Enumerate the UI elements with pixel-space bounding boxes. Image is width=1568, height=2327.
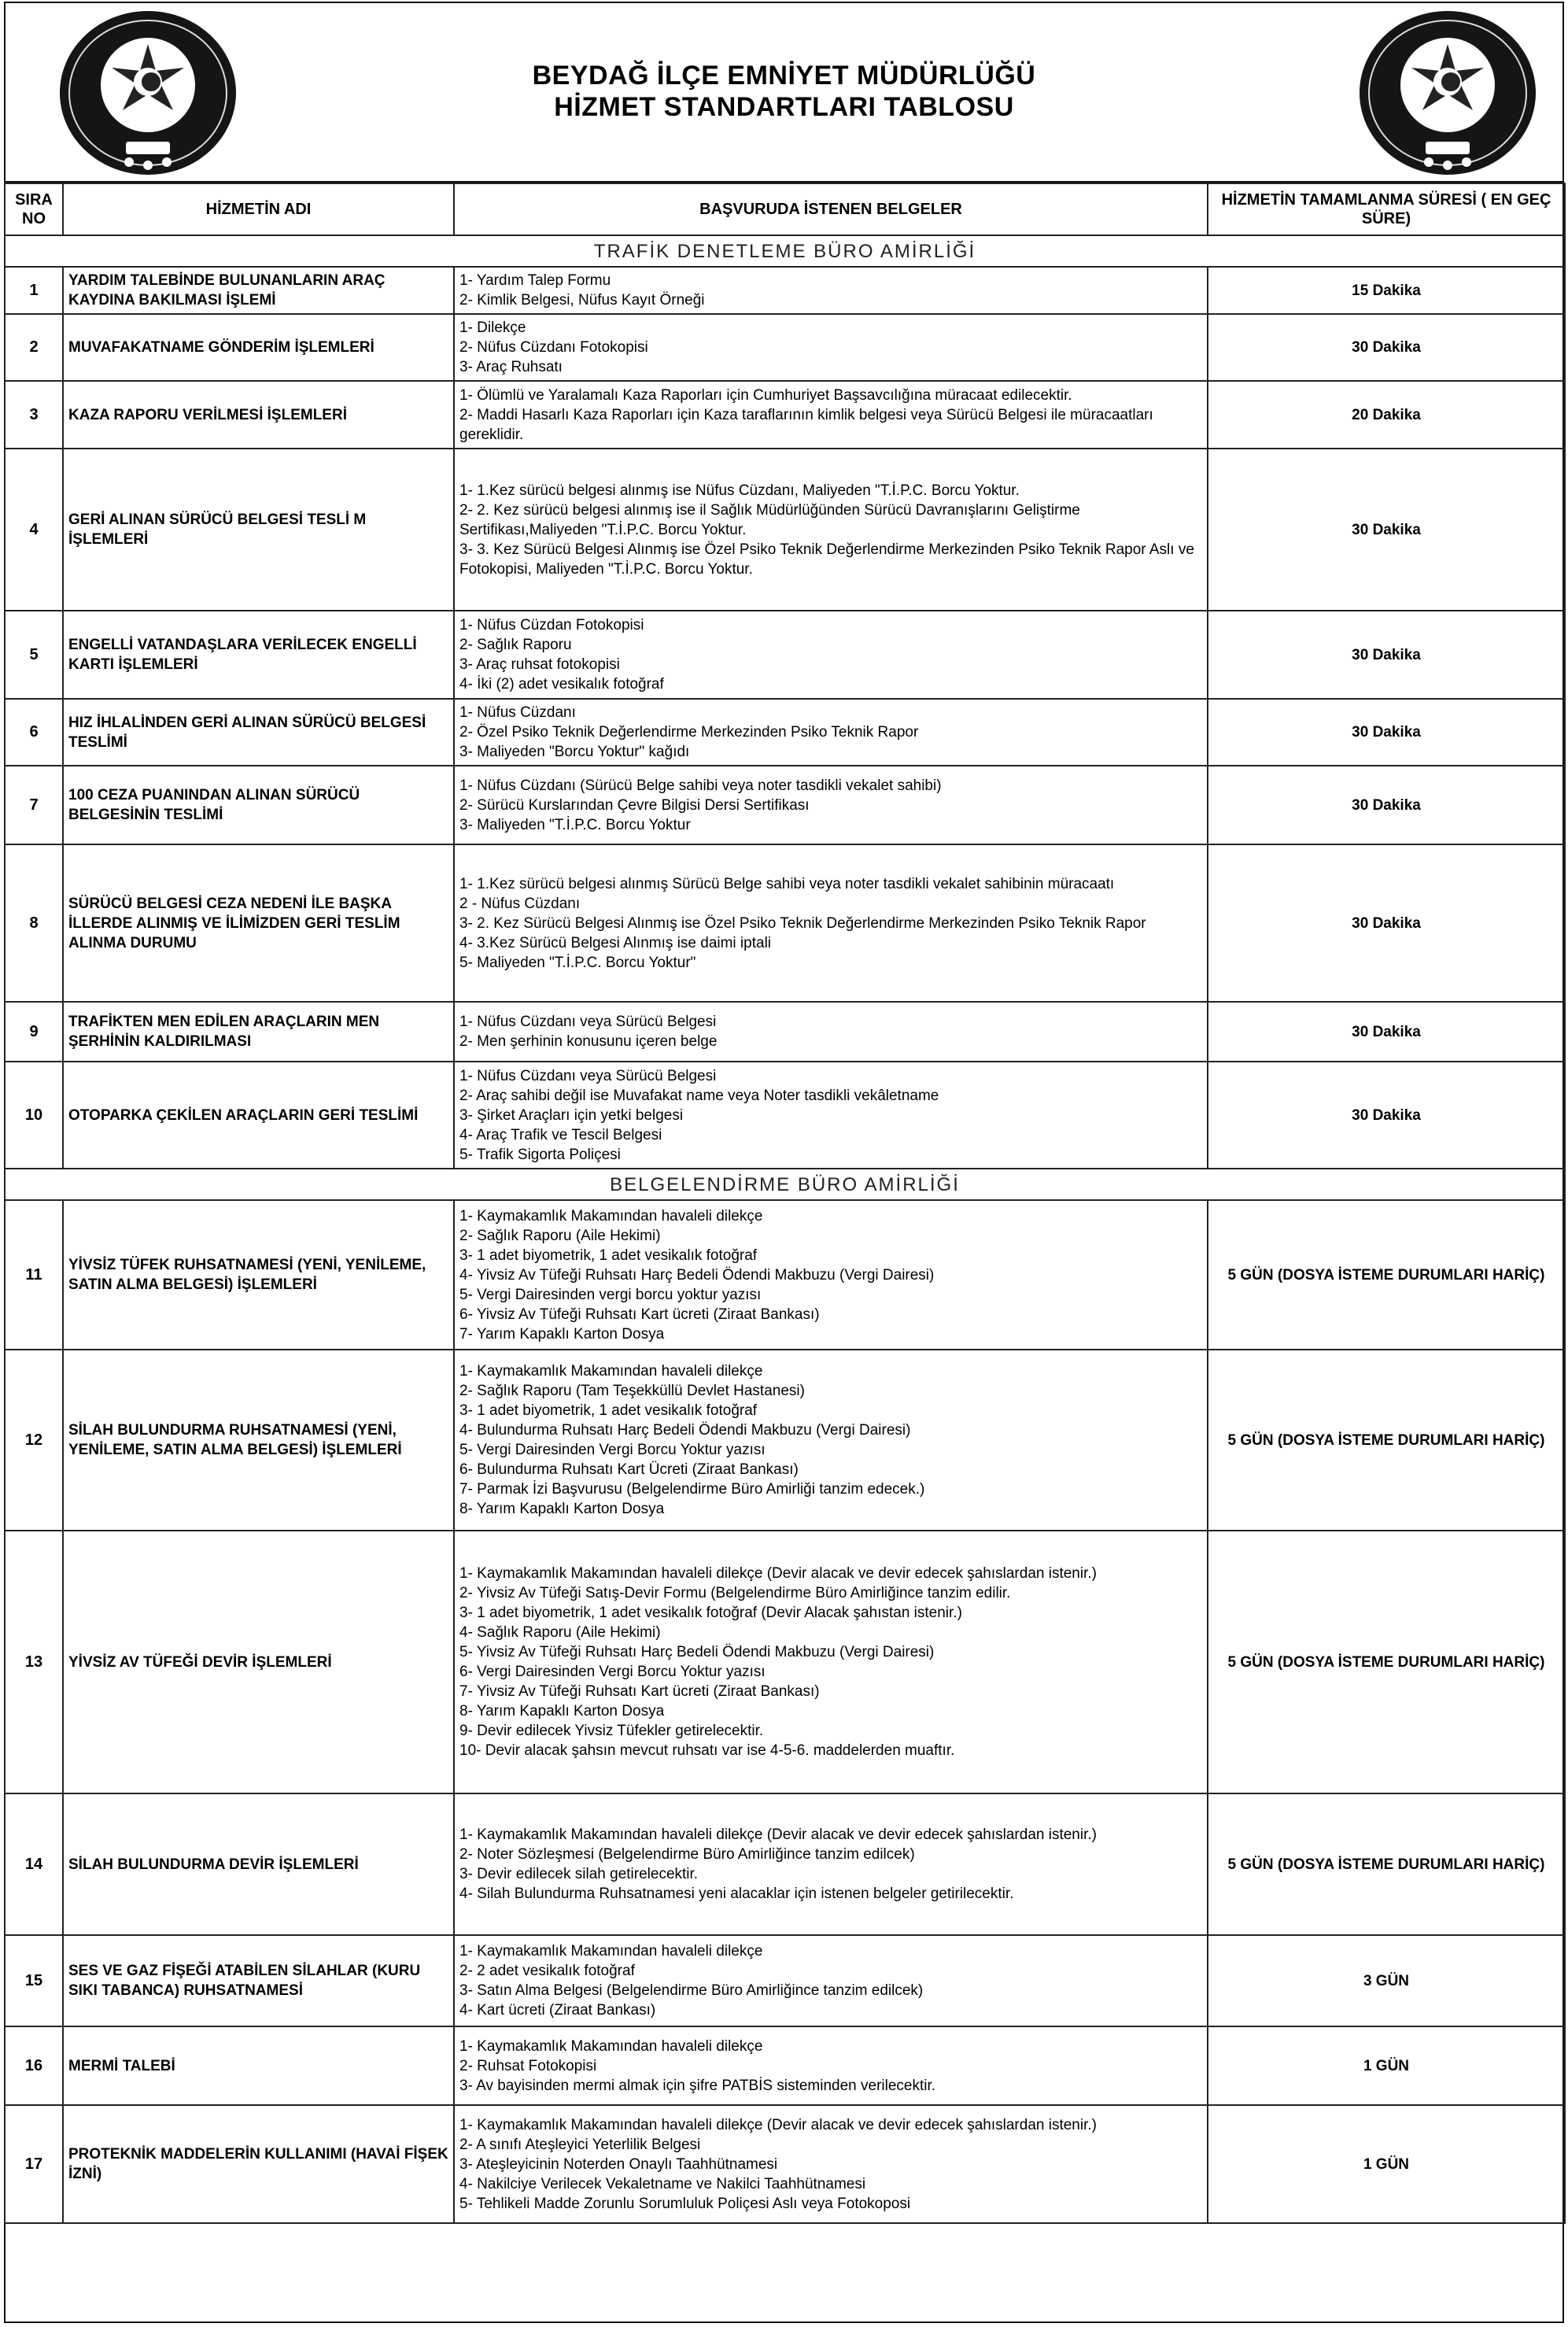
- document-item: 6- Bulundurma Ruhsatı Kart Ücreti (Ziraat Bankası): [459, 1461, 799, 1478]
- document-item: 1- Kaymakamlık Makamından havaleli dilekçe (Devir alacak ve devir edecek şahıslardan istenir.): [459, 1827, 1097, 1843]
- required-documents: [454, 1002, 1208, 1062]
- table-row: [5, 699, 1565, 766]
- document-item: 4- İki (2) adet vesikalık fotoğraf: [459, 676, 664, 693]
- required-documents: [454, 1531, 1208, 1793]
- table-row: [5, 1935, 1565, 2026]
- document-item: 1- Nüfus Cüzdanı veya Sürücü Belgesi: [459, 1014, 717, 1030]
- completion-time: 30 Dakika: [1208, 766, 1565, 844]
- document-item: 3- Araç Ruhsatı: [459, 359, 563, 375]
- service-name: YARDIM TALEBİNDE BULUNANLARIN ARAÇ KAYDINA BAKILMASI İŞLEMİ: [63, 267, 454, 314]
- service-name: SİLAH BULUNDURMA RUHSATNAMESİ (YENİ, YENİLEME, SATIN ALMA BELGESİ) İŞLEMLERİ: [63, 1350, 454, 1531]
- service-name: PROTEKNİK MADDELERİN KULLANIMI (HAVAİ FİŞEK İZNİ): [63, 2105, 454, 2223]
- document-item: 1- Dilekçe: [459, 320, 526, 336]
- document-item: 2- Sürücü Kurslarından Çevre Bilgisi Dersi Sertifikası: [459, 796, 810, 814]
- document-item: 5- Tehlikeli Madde Zorunlu Sorumluluk Poliçesi Aslı veya Fotokoposi: [459, 2195, 911, 2212]
- table-row: [5, 1062, 1565, 1169]
- document-item: 5- Yivsiz Av Tüfeği Ruhsatı Harç Bedeli Ödendi Makbuzu (Vergi Dairesi): [459, 1644, 935, 1660]
- table-row: [5, 2026, 1565, 2105]
- document-item: 1- Kaymakamlık Makamından havaleli dilekçe (Devir alacak ve devir edecek şahıslardan istenir.): [459, 1565, 1097, 1582]
- document-item: 3- Devir edilecek silah getirelecektir.: [459, 1866, 699, 1882]
- required-documents: [454, 1935, 1208, 2026]
- document-item: 8- Yarım Kapaklı Karton Dosya: [459, 1501, 665, 1517]
- completion-time: 30 Dakika: [1208, 699, 1565, 766]
- completion-time: 30 Dakika: [1208, 611, 1565, 699]
- row-number: 1: [5, 267, 63, 314]
- column-header-docs: BAŞVURUDA İSTENEN BELGELER: [454, 183, 1208, 235]
- service-name: HIZ İHLALİNDEN GERİ ALINAN SÜRÜCÜ BELGESİ TESLİMİ: [63, 699, 454, 766]
- document-item: 3- 1 adet biyometrik, 1 adet vesikalık fotoğraf: [459, 1402, 758, 1419]
- document-item: 1- 1.Kez sürücü belgesi alınmış Sürücü Belge sahibi veya noter tasdikli vekalet sahibinin müracaatı: [459, 875, 1115, 892]
- document-item: 6- Yivsiz Av Tüfeği Ruhsatı Kart ücreti (Ziraat Bankası): [459, 1306, 820, 1323]
- row-number: 15: [5, 1935, 63, 2026]
- document-item: 4- Bulundurma Ruhsatı Harç Bedeli Ödendi Makbuzu (Vergi Dairesi): [459, 1422, 911, 1439]
- required-documents: [454, 381, 1208, 449]
- required-documents: [454, 1350, 1208, 1531]
- title-line-2: HİZMET STANDARTLARI TABLOSU: [554, 92, 1014, 122]
- completion-time: 1 GÜN: [1208, 2105, 1565, 2223]
- service-name: KAZA RAPORU VERİLMESİ İŞLEMLERİ: [63, 381, 454, 449]
- document-item: 2- A sınıfı Ateşleyici Yeterlilik Belgesi: [459, 2136, 701, 2153]
- document-item: 3- Şirket Araçları için yetki belgesi: [459, 1106, 684, 1124]
- document-item: 2- Özel Psiko Teknik Değerlendirme Merkezinden Psiko Teknik Rapor: [459, 724, 919, 741]
- document-item: 1- Kaymakamlık Makamından havaleli dilekçe: [459, 1943, 763, 1959]
- service-name: TRAFİKTEN MEN EDİLEN ARAÇLARIN MEN ŞERHİNİN KALDIRILMASI: [63, 1002, 454, 1062]
- document-item: 1- Kaymakamlık Makamından havaleli dilekçe: [459, 1363, 763, 1380]
- table-row: [5, 1350, 1565, 1531]
- document-item: 1- Nüfus Cüzdanı: [459, 704, 576, 721]
- column-header-name: HİZMETİN ADI: [63, 183, 454, 235]
- table-header-row: [5, 183, 1565, 235]
- document-item: 1- Kaymakamlık Makamından havaleli dilekçe: [459, 1207, 763, 1224]
- service-name: MUVAFAKATNAME GÖNDERİM İŞLEMLERİ: [63, 314, 454, 381]
- police-emblem-logo-right: [1353, 6, 1542, 179]
- row-number: 7: [5, 766, 63, 844]
- document-item: 3- Maliyeden "T.İ.P.C. Borcu Yoktur: [459, 816, 691, 833]
- document-item: 4- 3.Kez Sürücü Belgesi Alınmış ise daimi iptali: [459, 934, 772, 951]
- row-number: 4: [5, 449, 63, 611]
- table-row: [5, 449, 1565, 611]
- document-item: 8- Yarım Kapaklı Karton Dosya: [459, 1703, 665, 1719]
- completion-time: 5 GÜN (DOSYA İSTEME DURUMLARI HARİÇ): [1208, 1793, 1565, 1935]
- completion-time: 30 Dakika: [1208, 1062, 1565, 1169]
- document-item: 5- Vergi Dairesinden vergi borcu yoktur yazısı: [459, 1286, 762, 1303]
- row-number: 2: [5, 314, 63, 381]
- service-name: SİLAH BULUNDURMA DEVİR İŞLEMLERİ: [63, 1793, 454, 1935]
- required-documents: [454, 699, 1208, 766]
- document-item: 4- Nakilciye Verilecek Vekaletname ve Nakilci Taahhütnamesi: [459, 2175, 866, 2192]
- completion-time: 15 Dakika: [1208, 267, 1565, 314]
- document-item: 1- Yardım Talep Formu: [459, 272, 611, 289]
- table-row: [5, 1531, 1565, 1793]
- document-item: 3- 3. Kez Sürücü Belgesi Alınmış ise Özel Psiko Teknik Değerlendirme Merkezinden Psiko Teknik Rapor Aslı ve Fotokopisi, Maliyeden "T.İ.P.C. Borcu Yoktur.: [459, 541, 1194, 578]
- service-name: ENGELLİ VATANDAŞLARA VERİLECEK ENGELLİ KARTI İŞLEMLERİ: [63, 611, 454, 699]
- row-number: 17: [5, 2105, 63, 2223]
- document-item: 2- Araç sahibi değil ise Muvafakat name veya Noter tasdikli vekâletname: [459, 1087, 939, 1104]
- document-item: 1- Kaymakamlık Makamından havaleli dilekçe (Devir alacak ve devir edecek şahıslardan istenir.): [459, 2116, 1097, 2133]
- completion-time: 5 GÜN (DOSYA İSTEME DURUMLARI HARİÇ): [1208, 1350, 1565, 1531]
- document-item: 6- Vergi Dairesinden Vergi Borcu Yoktur yazısı: [459, 1664, 766, 1680]
- document-item: 3- Ateşleyicinin Noterden Onaylı Taahhütnamesi: [459, 2155, 778, 2173]
- document-item: 1- 1.Kez sürücü belgesi alınmış ise Nüfus Cüzdanı, Maliyeden "T.İ.P.C. Borcu Yoktur.: [459, 482, 1020, 499]
- completion-time: 5 GÜN (DOSYA İSTEME DURUMLARI HARİÇ): [1208, 1200, 1565, 1350]
- completion-time: 5 GÜN (DOSYA İSTEME DURUMLARI HARİÇ): [1208, 1531, 1565, 1793]
- required-documents: [454, 844, 1208, 1002]
- row-number: 13: [5, 1531, 63, 1793]
- service-standards-table: [4, 183, 1566, 2224]
- service-name: SÜRÜCÜ BELGESİ CEZA NEDENİ İLE BAŞKA İLLERDE ALINMIŞ VE İLİMİZDEN GERİ TESLİM ALINMA DURUMU: [63, 844, 454, 1002]
- service-name: MERMİ TALEBİ: [63, 2026, 454, 2105]
- required-documents: [454, 611, 1208, 699]
- document-item: 2- 2 adet vesikalık fotoğraf: [459, 1963, 635, 1979]
- document-item: 3- Maliyeden "Borcu Yoktur" kağıdı: [459, 744, 690, 760]
- document-item: 2- Men şerhinin konusunu içeren belge: [459, 1033, 718, 1050]
- document-item: 3- Satın Alma Belgesi (Belgelendirme Büro Amirliğince tanzim edilcek): [459, 1982, 924, 1999]
- completion-time: 30 Dakika: [1208, 844, 1565, 1002]
- completion-time: 20 Dakika: [1208, 381, 1565, 449]
- column-header-time: HİZMETİN TAMAMLANMA SÜRESİ ( EN GEÇ SÜRE): [1208, 183, 1565, 235]
- required-documents: [454, 1200, 1208, 1350]
- completion-time: 30 Dakika: [1208, 449, 1565, 611]
- document-item: 3- Av bayisinden mermi almak için şifre PATBİS sisteminden verilecektir.: [459, 2077, 936, 2094]
- table-row: [5, 844, 1565, 1002]
- table-row: [5, 314, 1565, 381]
- table-row: [5, 611, 1565, 699]
- service-name: GERİ ALINAN SÜRÜCÜ BELGESİ TESLİ M İŞLEMLERİ: [63, 449, 454, 611]
- document-item: 2- Maddi Hasarlı Kaza Raporları için Kaza taraflarının kimlik belgesi veya Sürücü Belgesi ile müracaatları gereklidir.: [459, 406, 1153, 443]
- table-row: [5, 2105, 1565, 2223]
- required-documents: [454, 267, 1208, 314]
- row-number: 14: [5, 1793, 63, 1935]
- table-row: [5, 766, 1565, 844]
- document-item: 9- Devir edilecek Yivsiz Tüfekler getirelecektir.: [459, 1723, 764, 1739]
- document-item: 2- Sağlık Raporu (Tam Teşekküllü Devlet Hastanesi): [459, 1383, 805, 1399]
- completion-time: 3 GÜN: [1208, 1935, 1565, 2026]
- row-number: 10: [5, 1062, 63, 1169]
- row-number: 3: [5, 381, 63, 449]
- document-item: 1- Nüfus Cüzdanı veya Sürücü Belgesi: [459, 1067, 717, 1084]
- row-number: 5: [5, 611, 63, 699]
- document-item: 7- Yarım Kapaklı Karton Dosya: [459, 1325, 665, 1343]
- required-documents: [454, 314, 1208, 381]
- document-item: 4- Kart ücreti (Ziraat Bankası): [459, 2002, 656, 2019]
- required-documents: [454, 1793, 1208, 1935]
- completion-time: 30 Dakika: [1208, 1002, 1565, 1062]
- document-item: 1- Ölümlü ve Yaralamalı Kaza Raporları için Cumhuriyet Başsavcılığına müracaat edilecektir.: [459, 386, 1072, 404]
- completion-time: 1 GÜN: [1208, 2026, 1565, 2105]
- document-item: 2- Yivsiz Av Tüfeği Satış-Devir Formu (Belgelendirme Büro Amirliğince tanzim edilir.: [459, 1585, 1011, 1601]
- service-name: YİVSİZ TÜFEK RUHSATNAMESİ (YENİ, YENİLEME, SATIN ALMA BELGESİ) İŞLEMLERİ: [63, 1200, 454, 1350]
- table-row: [5, 381, 1565, 449]
- document-item: 2- Ruhsat Fotokopisi: [459, 2057, 597, 2074]
- document-item: 1- Nüfus Cüzdanı (Sürücü Belge sahibi veya noter tasdikli vekalet sahibi): [459, 777, 942, 794]
- document-item: 2- Sağlık Raporu (Aile Hekimi): [459, 1227, 661, 1244]
- section-row: [5, 235, 1565, 267]
- service-name: 100 CEZA PUANINDAN ALINAN SÜRÜCÜ BELGESİNİN TESLİMİ: [63, 766, 454, 844]
- row-number: 8: [5, 844, 63, 1002]
- document-item: 3- 1 adet biyometrik, 1 adet vesikalık fotoğraf (Devir Alacak şahıstan istenir.): [459, 1605, 962, 1621]
- required-documents: [454, 449, 1208, 611]
- document-item: 1- Kaymakamlık Makamından havaleli dilekçe: [459, 2037, 763, 2055]
- document-item: 3- 2. Kez Sürücü Belgesi Alınmış ise Özel Psiko Teknik Değerlendirme Merkezinden Psiko Teknik Rapor: [459, 914, 1146, 932]
- table-body: [5, 235, 1565, 2223]
- title-line-1: BEYDAĞ İLÇE EMNİYET MÜDÜRLÜĞÜ: [532, 61, 1036, 90]
- completion-time: 30 Dakika: [1208, 314, 1565, 381]
- police-emblem-logo-left: [53, 6, 242, 179]
- document-item: 4- Yivsiz Av Tüfeği Ruhsatı Harç Bedeli Ödendi Makbuzu (Vergi Dairesi): [459, 1266, 935, 1284]
- document-item: 10- Devir alacak şahsın mevcut ruhsatı var ise 4-5-6. maddelerden muaftır.: [459, 1742, 955, 1759]
- document-item: 4- Silah Bulundurma Ruhsatnamesi yeni alacaklar için istenen belgeler getirilecektir.: [459, 1886, 1014, 1902]
- service-name: SES VE GAZ FİŞEĞİ ATABİLEN SİLAHLAR (KURU SIKI TABANCA) RUHSATNAMESİ: [63, 1935, 454, 2026]
- section-title: TRAFİK DENETLEME BÜRO AMİRLİĞİ: [5, 235, 1565, 267]
- row-number: 11: [5, 1200, 63, 1350]
- document-item: 2- Nüfus Cüzdanı Fotokopisi: [459, 339, 648, 356]
- row-number: 9: [5, 1002, 63, 1062]
- table-row: [5, 267, 1565, 314]
- row-number: 6: [5, 699, 63, 766]
- section-row: [5, 1169, 1565, 1200]
- table-row: [5, 1200, 1565, 1350]
- document-item: 2- 2. Kez sürücü belgesi alınmış ise il Sağlık Müdürlüğünden Sürücü Davranışlarını Geliştirme Sertifikası,Maliyeden "T.İ.P.C. Borcu Yoktur.: [459, 501, 1080, 538]
- row-number: 16: [5, 2026, 63, 2105]
- document-item: 5- Trafik Sigorta Poliçesi: [459, 1146, 621, 1163]
- section-title: BELGELENDİRME BÜRO AMİRLİĞİ: [5, 1169, 1565, 1200]
- table-row: [5, 1793, 1565, 1935]
- document-item: 5- Maliyeden "T.İ.P.C. Borcu Yoktur": [459, 954, 696, 971]
- document-item: 2 - Nüfus Cüzdanı: [459, 895, 581, 912]
- document-item: 2- Sağlık Raporu: [459, 637, 572, 653]
- document-item: 2- Kimlik Belgesi, Nüfus Kayıt Örneği: [459, 292, 705, 308]
- table-row: [5, 1002, 1565, 1062]
- service-name: YİVSİZ AV TÜFEĞİ DEVİR İŞLEMLERİ: [63, 1531, 454, 1793]
- document-item: 4- Sağlık Raporu (Aile Hekimi): [459, 1624, 661, 1641]
- document-item: 1- Nüfus Cüzdan Fotokopisi: [459, 617, 644, 633]
- document-item: 3- Araç ruhsat fotokopisi: [459, 656, 620, 673]
- required-documents: [454, 2026, 1208, 2105]
- column-header-no: SIRA NO: [5, 183, 63, 235]
- document-item: 7- Parmak İzi Başvurusu (Belgelendirme Büro Amirliği tanzim edecek.): [459, 1481, 925, 1498]
- document-item: 2- Noter Sözleşmesi (Belgelendirme Büro Amirliğince tanzim edilcek): [459, 1846, 915, 1863]
- required-documents: [454, 766, 1208, 844]
- row-number: 12: [5, 1350, 63, 1531]
- required-documents: [454, 2105, 1208, 2223]
- required-documents: [454, 1062, 1208, 1169]
- document-item: 5- Vergi Dairesinden Vergi Borcu Yoktur yazısı: [459, 1442, 766, 1458]
- document-item: 7- Yivsiz Av Tüfeği Ruhsatı Kart ücreti (Ziraat Bankası): [459, 1683, 820, 1700]
- document-item: 3- 1 adet biyometrik, 1 adet vesikalık fotoğraf: [459, 1247, 758, 1264]
- document-item: 4- Araç Trafik ve Tescil Belgesi: [459, 1126, 662, 1143]
- service-name: OTOPARKA ÇEKİLEN ARAÇLARIN GERİ TESLİMİ: [63, 1062, 454, 1169]
